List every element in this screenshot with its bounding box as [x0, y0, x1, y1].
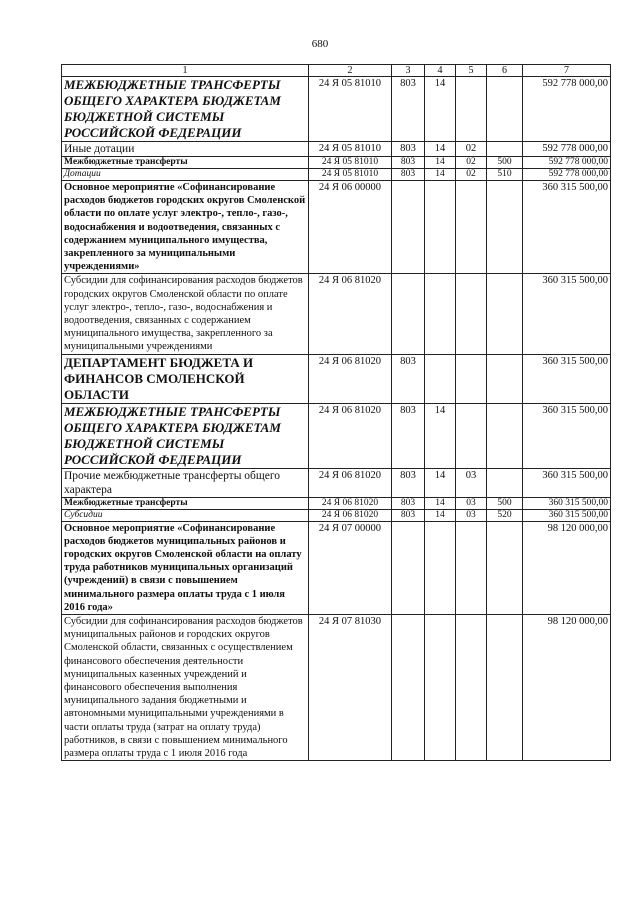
- row-name-cell: Дотации: [62, 169, 309, 181]
- page-number: 680: [311, 38, 329, 50]
- amount-cell: 360 315 500,00: [523, 468, 611, 497]
- section-cell: [425, 521, 456, 614]
- expense-type-cell: [487, 521, 523, 614]
- subsection-cell: [456, 274, 487, 354]
- target-article-cell: 24 Я 06 81020: [309, 274, 392, 354]
- target-article-cell: 24 Я 05 81010: [309, 157, 392, 169]
- target-article-cell: 24 Я 06 81020: [309, 497, 392, 509]
- subsection-cell: [456, 403, 487, 468]
- section-cell: 14: [425, 142, 456, 157]
- target-article-cell: 24 Я 07 81030: [309, 615, 392, 761]
- table-row: [62, 181, 611, 274]
- expense-type-cell: [487, 403, 523, 468]
- amount-cell: 592 778 000,00: [523, 142, 611, 157]
- grbs-code-cell: [392, 181, 425, 274]
- table-row: [62, 403, 611, 468]
- grbs-code-cell: 803: [392, 497, 425, 509]
- column-header: 6: [487, 65, 523, 77]
- subsection-cell: 02: [456, 169, 487, 181]
- column-header: 4: [425, 65, 456, 77]
- amount-cell: 98 120 000,00: [523, 615, 611, 761]
- amount-cell: 98 120 000,00: [523, 521, 611, 614]
- grbs-code-cell: [392, 274, 425, 354]
- expense-type-cell: 520: [487, 509, 523, 521]
- grbs-code-cell: [392, 615, 425, 761]
- expense-type-cell: [487, 77, 523, 142]
- row-name-cell: МЕЖБЮДЖЕТНЫЕ ТРАНСФЕРТЫ ОБЩЕГО ХАРАКТЕРА БЮДЖЕТАМ БЮДЖЕТНОЙ СИСТЕМЫ РОССИЙСКОЙ ФЕДЕРАЦИИ: [62, 77, 309, 142]
- table-row: [62, 615, 611, 761]
- row-name-cell: Субсидии для софинансирования расходов бюджетов муниципальных районов и городских округов Смоленской области, связанных с осуществлением финансового обеспечения деятельности муниципальных казенных учреждений и финансового обеспечения выполнения муниципального задания бюджетными и автономными муниципальными учреждениями в части оплаты труда (затрат на оплату труда) работников, в связи с повышением минимального размера оплаты труда с 1 июля 2016 года: [62, 615, 309, 761]
- table-row: [62, 157, 611, 169]
- row-name-cell: Субсидии для софинансирования расходов бюджетов городских округов Смоленской области по оплате услуг электро-, тепло-, газо-, водоснабжения и водоотведения, связанных с содержанием муниципального имущества, закрепленного за муниципальными учреждениями: [62, 274, 309, 354]
- expense-type-cell: 500: [487, 157, 523, 169]
- table-row: [62, 354, 611, 403]
- subsection-cell: [456, 181, 487, 274]
- grbs-code-cell: 803: [392, 354, 425, 403]
- target-article-cell: 24 Я 05 81010: [309, 169, 392, 181]
- table-row: [62, 169, 611, 181]
- table-row: [62, 497, 611, 509]
- subsection-cell: 03: [456, 497, 487, 509]
- section-cell: 14: [425, 497, 456, 509]
- row-name-cell: Иные дотации: [62, 142, 309, 157]
- amount-cell: 360 315 500,00: [523, 403, 611, 468]
- section-cell: 14: [425, 157, 456, 169]
- expense-type-cell: 510: [487, 169, 523, 181]
- amount-cell: 592 778 000,00: [523, 157, 611, 169]
- grbs-code-cell: 803: [392, 142, 425, 157]
- section-cell: 14: [425, 77, 456, 142]
- column-header: 1: [62, 65, 309, 77]
- column-header: 2: [309, 65, 392, 77]
- row-name-cell: Прочие межбюджетные трансферты общего характера: [62, 468, 309, 497]
- section-cell: 14: [425, 169, 456, 181]
- column-header: 7: [523, 65, 611, 77]
- row-name-cell: ДЕПАРТАМЕНТ БЮДЖЕТА И ФИНАНСОВ СМОЛЕНСКОЙ ОБЛАСТИ: [62, 354, 309, 403]
- column-header: 5: [456, 65, 487, 77]
- table-row: [62, 142, 611, 157]
- amount-cell: 360 315 500,00: [523, 497, 611, 509]
- section-cell: [425, 354, 456, 403]
- table-row: [62, 521, 611, 614]
- table-row: [62, 274, 611, 354]
- amount-cell: 592 778 000,00: [523, 169, 611, 181]
- target-article-cell: 24 Я 06 81020: [309, 509, 392, 521]
- target-article-cell: 24 Я 05 81010: [309, 142, 392, 157]
- amount-cell: 592 778 000,00: [523, 77, 611, 142]
- table-header-row: [62, 65, 611, 77]
- grbs-code-cell: 803: [392, 169, 425, 181]
- row-name-cell: Субсидии: [62, 509, 309, 521]
- amount-cell: 360 315 500,00: [523, 274, 611, 354]
- grbs-code-cell: 803: [392, 468, 425, 497]
- row-name-cell: Межбюджетные трансферты: [62, 157, 309, 169]
- subsection-cell: 02: [456, 157, 487, 169]
- amount-cell: 360 315 500,00: [523, 509, 611, 521]
- expense-type-cell: 500: [487, 497, 523, 509]
- subsection-cell: 02: [456, 142, 487, 157]
- target-article-cell: 24 Я 07 00000: [309, 521, 392, 614]
- section-cell: [425, 274, 456, 354]
- subsection-cell: [456, 354, 487, 403]
- expense-type-cell: [487, 354, 523, 403]
- amount-cell: 360 315 500,00: [523, 181, 611, 274]
- target-article-cell: 24 Я 06 81020: [309, 468, 392, 497]
- target-article-cell: 24 Я 06 00000: [309, 181, 392, 274]
- row-name-cell: Основное мероприятие «Софинансирование расходов бюджетов муниципальных районов и городских округов Смоленской области на оплату труда работников муниципальных организаций (учреждений) в связи с повышением минимального размера оплаты труда с 1 июля 2016 года»: [62, 521, 309, 614]
- subsection-cell: 03: [456, 509, 487, 521]
- target-article-cell: 24 Я 06 81020: [309, 403, 392, 468]
- row-name-cell: МЕЖБЮДЖЕТНЫЕ ТРАНСФЕРТЫ ОБЩЕГО ХАРАКТЕРА БЮДЖЕТАМ БЮДЖЕТНОЙ СИСТЕМЫ РОССИЙСКОЙ ФЕДЕРАЦИИ: [62, 403, 309, 468]
- subsection-cell: [456, 521, 487, 614]
- row-name-cell: Основное мероприятие «Софинансирование расходов бюджетов городских округов Смоленской области по оплате услуг электро-, тепло-, газо-, водоснабжения и водоотведения, связанных с содержанием муниципального имущества, закрепленного за муниципальными учреждениями»: [62, 181, 309, 274]
- expense-type-cell: [487, 142, 523, 157]
- section-cell: [425, 615, 456, 761]
- subsection-cell: [456, 77, 487, 142]
- table-row: [62, 509, 611, 521]
- subsection-cell: [456, 615, 487, 761]
- table-row: [62, 468, 611, 497]
- subsection-cell: 03: [456, 468, 487, 497]
- grbs-code-cell: 803: [392, 509, 425, 521]
- table-row: [62, 77, 611, 142]
- section-cell: 14: [425, 468, 456, 497]
- expense-type-cell: [487, 181, 523, 274]
- section-cell: 14: [425, 509, 456, 521]
- grbs-code-cell: 803: [392, 77, 425, 142]
- grbs-code-cell: 803: [392, 157, 425, 169]
- target-article-cell: 24 Я 05 81010: [309, 77, 392, 142]
- amount-cell: 360 315 500,00: [523, 354, 611, 403]
- budget-table: [61, 64, 611, 761]
- row-name-cell: Межбюджетные трансферты: [62, 497, 309, 509]
- grbs-code-cell: [392, 521, 425, 614]
- grbs-code-cell: 803: [392, 403, 425, 468]
- expense-type-cell: [487, 468, 523, 497]
- section-cell: [425, 181, 456, 274]
- column-header: 3: [392, 65, 425, 77]
- target-article-cell: 24 Я 06 81020: [309, 354, 392, 403]
- expense-type-cell: [487, 615, 523, 761]
- section-cell: 14: [425, 403, 456, 468]
- expense-type-cell: [487, 274, 523, 354]
